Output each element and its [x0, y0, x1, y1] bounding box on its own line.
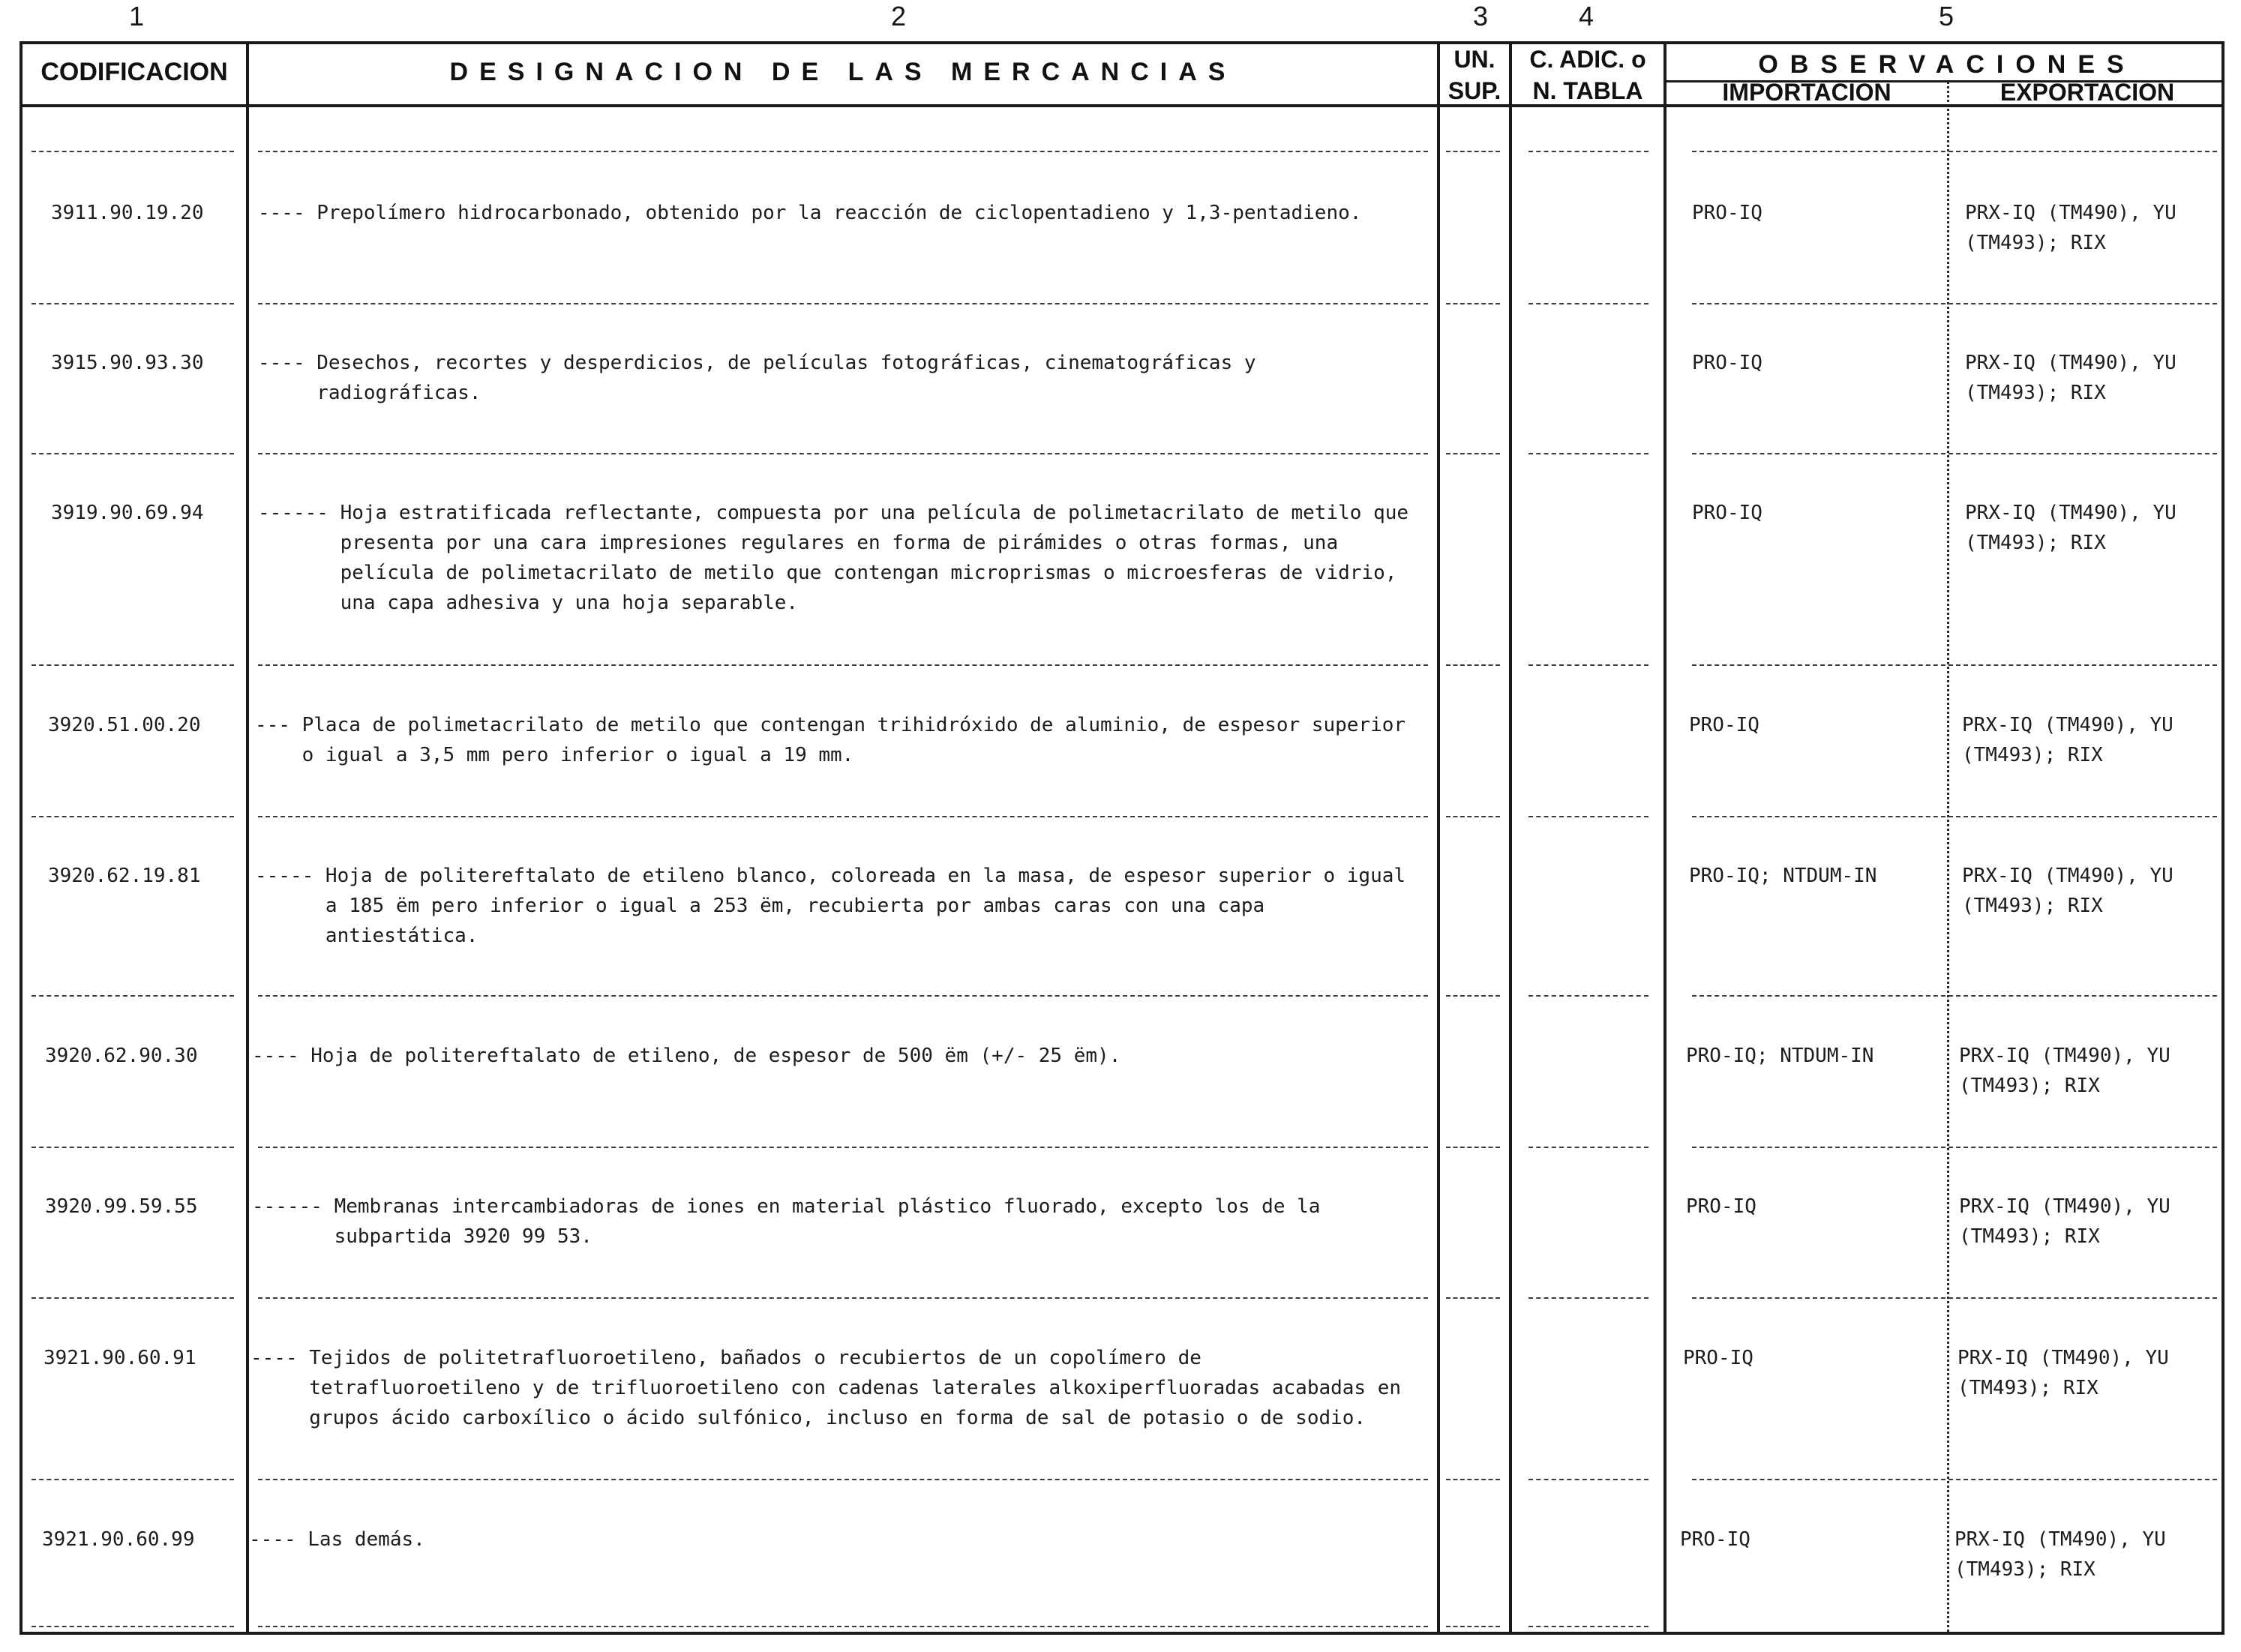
column-number-1: 1 — [128, 1, 145, 31]
observaciones-divider — [1947, 82, 1949, 1632]
row-separator-top — [1528, 151, 1648, 152]
row-exportacion: PRX-IQ (TM490), YU (TM493); RIX — [1954, 1528, 2166, 1581]
row-code: 3921.90.60.91 — [44, 1347, 196, 1369]
header-observaciones: OBSERVACIONES — [1758, 50, 2136, 79]
row-separator — [1446, 816, 1500, 817]
row-exportacion: PRX-IQ (TM490), YU (TM493); RIX — [1959, 1195, 2170, 1248]
row-separator — [32, 816, 234, 817]
row-importacion: PRO-IQ; NTDUM-IN — [1686, 1045, 1874, 1067]
row-separator — [32, 1297, 234, 1299]
row-separator — [1528, 816, 1648, 817]
row-separator — [1446, 303, 1500, 304]
row-importacion: PRO-IQ — [1680, 1528, 1750, 1551]
row-designation: ---- Hoja de politereftalato de etileno, de espesor de 500 ëm (+/- 25 ëm). — [252, 1045, 1121, 1067]
header-designacion: DESIGNACION DE LAS MERCANCIAS — [449, 58, 1237, 86]
row-importacion: PRO-IQ — [1692, 502, 1762, 524]
row-separator — [1528, 303, 1648, 304]
row-separator — [32, 1479, 234, 1480]
row-designation: ----- Hoja de politereftalato de etileno blanco, coloreada en la masa, de espesor superior o igual a 185 ëm pero inferior o igual a 253 ëm, recubierta por ambas caras con una capa antiestática. — [255, 865, 1406, 947]
row-separator — [1528, 1479, 1648, 1480]
row-separator — [1692, 816, 2217, 817]
row-code: 3920.62.19.81 — [48, 865, 201, 887]
row-separator — [258, 816, 1428, 817]
row-separator — [32, 664, 234, 666]
row-separator — [32, 303, 234, 304]
row-exportacion: PRX-IQ (TM490), YU (TM493); RIX — [1965, 502, 2176, 554]
row-separator — [258, 1297, 1428, 1299]
row-separator — [258, 303, 1428, 304]
row-separator — [1446, 1147, 1500, 1148]
column-number-3: 3 — [1472, 1, 1489, 31]
row-separator — [1528, 1147, 1648, 1148]
row-code: 3921.90.60.99 — [42, 1528, 195, 1551]
row-separator — [1692, 1297, 2217, 1299]
header-exportacion: EXPORTACION — [2000, 79, 2175, 106]
row-code: 3919.90.69.94 — [51, 502, 204, 524]
column-number-2: 2 — [890, 1, 907, 31]
row-separator — [258, 1479, 1428, 1480]
row-separator — [1692, 995, 2217, 997]
row-importacion: PRO-IQ — [1692, 352, 1762, 374]
row-separator — [1692, 303, 2217, 304]
row-separator-top — [1692, 151, 2217, 152]
row-code: 3920.51.00.20 — [48, 714, 201, 736]
row-separator-bottom — [1528, 1626, 1648, 1627]
row-separator-bottom — [258, 1626, 1428, 1627]
header-un-sup-line1: UN. — [1454, 46, 1496, 73]
row-separator-bottom — [32, 1626, 234, 1627]
row-separator — [1446, 995, 1500, 997]
row-designation: --- Placa de polimetacrilato de metilo que contengan trihidróxido de aluminio, de espesor superior o igual a 3,5 mm pero inferior o igual a 19 mm. — [255, 714, 1406, 766]
header-cadic-line1: C. ADIC. o — [1529, 46, 1646, 73]
header-importacion: IMPORTACION — [1722, 79, 1892, 106]
row-importacion: PRO-IQ — [1683, 1347, 1754, 1369]
row-designation: ---- Desechos, recortes y desperdicios, de películas fotográficas, cinematográficas y radiográficas. — [258, 352, 1256, 404]
row-separator-top — [32, 151, 234, 152]
row-separator — [32, 453, 234, 454]
row-separator — [1528, 995, 1648, 997]
row-separator — [1692, 1479, 2217, 1480]
row-separator — [1446, 1479, 1500, 1480]
row-exportacion: PRX-IQ (TM490), YU (TM493); RIX — [1962, 714, 2174, 766]
row-separator — [1446, 664, 1500, 666]
row-separator-top — [258, 151, 1428, 152]
row-separator — [32, 1147, 234, 1148]
row-separator — [1528, 453, 1648, 454]
row-exportacion: PRX-IQ (TM490), YU (TM493); RIX — [1958, 1347, 2169, 1399]
row-separator — [258, 995, 1428, 997]
row-exportacion: PRX-IQ (TM490), YU (TM493); RIX — [1959, 1045, 2170, 1097]
column-number-5: 5 — [1938, 1, 1954, 31]
row-designation: ---- Prepolímero hidrocarbonado, obtenido por la reacción de ciclopentadieno y 1,3-pentadieno. — [258, 202, 1362, 224]
column-divider-4 — [1664, 44, 1666, 1632]
row-importacion: PRO-IQ; NTDUM-IN — [1689, 865, 1877, 887]
column-divider-2 — [1437, 44, 1440, 1632]
header-un-sup-line2: SUP. — [1448, 77, 1502, 104]
row-separator-bottom — [1446, 1626, 1500, 1627]
column-divider-1 — [246, 44, 249, 1632]
row-designation: ---- Las demás. — [249, 1528, 425, 1551]
row-designation: ------ Membranas intercambiadoras de iones en material plástico fluorado, excepto los de la subpartida 3920 99 53. — [252, 1195, 1321, 1248]
row-separator — [1446, 453, 1500, 454]
row-separator — [1692, 1147, 2217, 1148]
row-importacion: PRO-IQ — [1686, 1195, 1756, 1218]
row-code: 3920.99.59.55 — [45, 1195, 198, 1218]
header-cadic-line2: N. TABLA — [1532, 77, 1643, 104]
row-separator — [1446, 1297, 1500, 1299]
row-separator — [32, 995, 234, 997]
row-separator — [258, 453, 1428, 454]
row-importacion: PRO-IQ — [1692, 202, 1762, 224]
row-code: 3915.90.93.30 — [51, 352, 204, 374]
row-separator — [258, 664, 1428, 666]
row-code: 3911.90.19.20 — [51, 202, 204, 224]
row-separator — [258, 1147, 1428, 1148]
row-code: 3920.62.90.30 — [45, 1045, 198, 1067]
row-separator — [1528, 1297, 1648, 1299]
row-importacion: PRO-IQ — [1689, 714, 1760, 736]
row-exportacion: PRX-IQ (TM490), YU (TM493); RIX — [1965, 352, 2176, 404]
header-codificacion: CODIFICACION — [40, 58, 228, 86]
column-divider-3 — [1509, 44, 1512, 1632]
row-exportacion: PRX-IQ (TM490), YU (TM493); RIX — [1962, 865, 2174, 917]
row-separator — [1692, 453, 2217, 454]
row-separator — [1528, 664, 1648, 666]
row-exportacion: PRX-IQ (TM490), YU (TM493); RIX — [1965, 202, 2176, 254]
row-separator-top — [1446, 151, 1500, 152]
row-designation: ------ Hoja estratificada reflectante, compuesta por una película de polimetacrilato de metilo que presenta por una cara impresiones regulares en forma de pirámides o otras formas, una película de polimetacrilato de metilo que contengan microprismas o microesferas de vidrio, una capa adhesiva y una hoja separable. — [258, 502, 1409, 614]
row-designation: ---- Tejidos de politetrafluoroetileno, bañados o recubiertos de un copolímero de tetrafluoroetileno y de trifluoroetileno con cadenas laterales alkoxiperfluoradas acabadas en grupos ácido carboxílico o ácido sulfónico, incluso en forma de sal de potasio o de sodio. — [250, 1347, 1402, 1429]
row-separator — [1692, 664, 2217, 666]
column-number-4: 4 — [1578, 1, 1594, 31]
tariff-table — [20, 41, 2224, 1635]
